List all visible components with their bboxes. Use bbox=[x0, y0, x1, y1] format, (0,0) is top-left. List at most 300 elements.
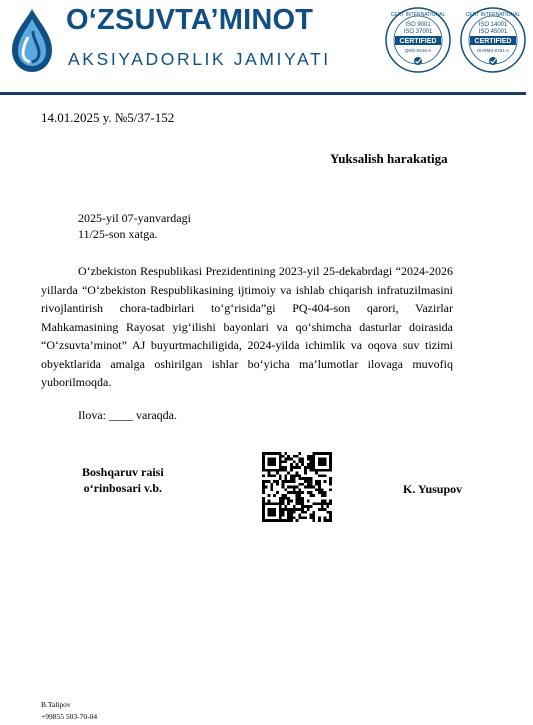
qr-module bbox=[270, 463, 273, 466]
qr-module bbox=[270, 469, 273, 472]
qr-module bbox=[324, 463, 327, 466]
qr-module bbox=[287, 500, 290, 503]
qr-module bbox=[276, 502, 279, 505]
qr-module bbox=[298, 516, 301, 519]
qr-module bbox=[282, 511, 285, 514]
qr-module bbox=[279, 460, 282, 463]
qr-module bbox=[284, 519, 287, 522]
qr-module bbox=[284, 466, 287, 469]
reference-date: 2025-yil 07-yanvardagi bbox=[78, 211, 191, 225]
qr-module bbox=[329, 480, 332, 483]
qr-module bbox=[287, 472, 290, 475]
qr-module bbox=[265, 480, 268, 483]
qr-module bbox=[318, 519, 321, 522]
qr-module bbox=[296, 472, 299, 475]
qr-module bbox=[276, 472, 279, 475]
qr-module bbox=[293, 491, 296, 494]
qr-module bbox=[321, 460, 324, 463]
qr-module bbox=[293, 466, 296, 469]
qr-module bbox=[290, 516, 293, 519]
qr-module bbox=[282, 508, 285, 511]
qr-module bbox=[312, 469, 315, 472]
qr-module bbox=[312, 486, 315, 489]
qr-module bbox=[307, 491, 310, 494]
qr-module bbox=[282, 500, 285, 503]
qr-module bbox=[298, 491, 301, 494]
badge-standard-2: ISO 37001 bbox=[403, 29, 433, 35]
qr-module bbox=[321, 458, 324, 461]
qr-module bbox=[276, 483, 279, 486]
qr-module bbox=[273, 494, 276, 497]
iso-certificate-badge-icon bbox=[384, 6, 452, 74]
qr-module bbox=[318, 452, 321, 455]
qr-module bbox=[268, 458, 271, 461]
qr-module bbox=[321, 488, 324, 491]
qr-module bbox=[276, 452, 279, 455]
qr-module bbox=[293, 455, 296, 458]
badge-standard-2: ISO 45001 bbox=[478, 29, 508, 35]
qr-module bbox=[282, 466, 285, 469]
qr-module bbox=[268, 511, 271, 514]
qr-module bbox=[290, 511, 293, 514]
qr-module bbox=[268, 452, 271, 455]
qr-module bbox=[318, 458, 321, 461]
qr-module bbox=[315, 452, 318, 455]
qr-module bbox=[298, 452, 301, 455]
org-subtitle: AKSIYADORLIK JAMIYATI bbox=[68, 49, 331, 69]
qr-module bbox=[324, 491, 327, 494]
qr-module bbox=[310, 460, 313, 463]
signatory-name: K. Yusupov bbox=[403, 482, 463, 496]
qr-module bbox=[310, 494, 313, 497]
qr-module bbox=[273, 502, 276, 505]
qr-module bbox=[279, 469, 282, 472]
signatory-title-line2: o‘rinbosari v.b. bbox=[83, 481, 163, 495]
qr-module bbox=[282, 455, 285, 458]
qr-module bbox=[301, 516, 304, 519]
qr-module bbox=[301, 508, 304, 511]
qr-module bbox=[270, 519, 273, 522]
qr-module bbox=[321, 474, 324, 477]
qr-module bbox=[290, 500, 293, 503]
header-divider bbox=[0, 92, 526, 95]
qr-module bbox=[310, 477, 313, 480]
qr-module bbox=[265, 452, 268, 455]
qr-module bbox=[304, 486, 307, 489]
qr-module bbox=[268, 480, 271, 483]
qr-module bbox=[312, 463, 315, 466]
qr-module bbox=[321, 452, 324, 455]
executor-name: B.Talipov bbox=[41, 700, 71, 709]
qr-module bbox=[307, 480, 310, 483]
qr-module bbox=[315, 483, 318, 486]
qr-module bbox=[276, 469, 279, 472]
qr-module bbox=[296, 500, 299, 503]
qr-module bbox=[329, 458, 332, 461]
badge-top-text: CERT INTERNATIONAL bbox=[390, 12, 446, 18]
qr-module bbox=[301, 463, 304, 466]
qr-module bbox=[310, 516, 313, 519]
qr-module bbox=[307, 505, 310, 508]
qr-module bbox=[265, 469, 268, 472]
qr-module bbox=[312, 466, 315, 469]
qr-module bbox=[315, 502, 318, 505]
qr-module bbox=[310, 463, 313, 466]
qr-module bbox=[268, 469, 271, 472]
qr-module bbox=[287, 508, 290, 511]
qr-module bbox=[298, 497, 301, 500]
qr-module bbox=[273, 519, 276, 522]
qr-module bbox=[279, 516, 282, 519]
qr-module bbox=[296, 494, 299, 497]
qr-module bbox=[284, 480, 287, 483]
qr-module bbox=[310, 514, 313, 517]
qr-module bbox=[329, 477, 332, 480]
qr-module bbox=[307, 483, 310, 486]
qr-module bbox=[287, 514, 290, 517]
qr-module bbox=[282, 460, 285, 463]
qr-module bbox=[293, 474, 296, 477]
qr-module bbox=[270, 452, 273, 455]
qr-module bbox=[284, 458, 287, 461]
qr-module bbox=[324, 469, 327, 472]
qr-module bbox=[298, 483, 301, 486]
qr-module bbox=[329, 463, 332, 466]
qr-module bbox=[326, 511, 329, 514]
qr-module bbox=[324, 458, 327, 461]
qr-module bbox=[287, 502, 290, 505]
qr-module bbox=[307, 486, 310, 489]
qr-module bbox=[301, 477, 304, 480]
qr-module bbox=[298, 500, 301, 503]
badge-label: CERTIFIED bbox=[474, 38, 512, 45]
qr-module bbox=[296, 486, 299, 489]
qr-module bbox=[293, 508, 296, 511]
qr-module bbox=[293, 480, 296, 483]
qr-module bbox=[329, 483, 332, 486]
badge-label: CERTIFIED bbox=[399, 38, 437, 45]
water-drop-logo-icon bbox=[6, 7, 58, 75]
qr-module bbox=[312, 460, 315, 463]
qr-module bbox=[298, 477, 301, 480]
qr-module bbox=[279, 452, 282, 455]
qr-module bbox=[273, 474, 276, 477]
qr-module bbox=[326, 505, 329, 508]
qr-module bbox=[290, 477, 293, 480]
qr-module bbox=[284, 497, 287, 500]
qr-module bbox=[301, 460, 304, 463]
qr-module bbox=[318, 483, 321, 486]
qr-module bbox=[270, 483, 273, 486]
qr-module bbox=[312, 502, 315, 505]
qr-module bbox=[276, 480, 279, 483]
qr-module bbox=[287, 516, 290, 519]
qr-module bbox=[315, 472, 318, 475]
qr-module bbox=[270, 508, 273, 511]
qr-module bbox=[307, 466, 310, 469]
letter-body: O‘zbekiston Respublikasi Prezidentining 2023-yil 25-dekabrdagi “2024-2026 yillarda “O‘zbekiston Respublikasining ijtimoiy va ishlab chiqarish infratuzilmasini rivojlantirish chora-tadbirlari to‘g‘risida”gi PQ-404-son qarori, Vazirlar Mahkamasining Rayosat yig‘ilishi bayonlari va qo‘shimcha dasturlar doirasida “O‘zsuvta’minot” AJ buyurtmachiligida, 2024-yilda ichimlik va oqova suv tizimi obyektlarida amalga oshirilgan ishlar bo‘yicha ma’lumotlar ilovaga muvofiq yuborilmoqda. bbox=[41, 264, 453, 389]
qr-module bbox=[262, 488, 265, 491]
qr-module bbox=[284, 474, 287, 477]
qr-module bbox=[298, 494, 301, 497]
qr-module bbox=[304, 511, 307, 514]
qr-module bbox=[284, 469, 287, 472]
qr-module bbox=[270, 460, 273, 463]
qr-module bbox=[290, 514, 293, 517]
qr-module bbox=[282, 480, 285, 483]
qr-module bbox=[296, 463, 299, 466]
qr-module bbox=[296, 502, 299, 505]
qr-module bbox=[287, 480, 290, 483]
qr-module bbox=[262, 483, 265, 486]
qr-module bbox=[296, 474, 299, 477]
qr-module bbox=[301, 483, 304, 486]
qr-module bbox=[312, 452, 315, 455]
qr-module bbox=[276, 519, 279, 522]
qr-module bbox=[298, 466, 301, 469]
iso-certificate-badge-icon bbox=[459, 6, 527, 74]
qr-module bbox=[324, 452, 327, 455]
qr-module bbox=[287, 486, 290, 489]
qr-module bbox=[262, 516, 265, 519]
qr-module bbox=[282, 494, 285, 497]
qr-code-icon bbox=[262, 452, 332, 522]
qr-module bbox=[262, 452, 265, 455]
qr-module bbox=[321, 500, 324, 503]
qr-module bbox=[290, 480, 293, 483]
qr-module bbox=[287, 491, 290, 494]
qr-module bbox=[282, 519, 285, 522]
qr-module bbox=[318, 508, 321, 511]
qr-module bbox=[310, 505, 313, 508]
qr-module bbox=[312, 494, 315, 497]
qr-module bbox=[282, 486, 285, 489]
qr-module bbox=[298, 488, 301, 491]
qr-module bbox=[318, 463, 321, 466]
qr-module bbox=[279, 458, 282, 461]
signatory-title-line1: Boshqaruv raisi bbox=[82, 465, 164, 479]
qr-module bbox=[270, 488, 273, 491]
qr-module bbox=[298, 514, 301, 517]
qr-module bbox=[273, 460, 276, 463]
qr-module bbox=[318, 502, 321, 505]
qr-module bbox=[318, 474, 321, 477]
qr-module bbox=[307, 458, 310, 461]
qr-module bbox=[329, 519, 332, 522]
qr-module bbox=[310, 455, 313, 458]
qr-module bbox=[290, 486, 293, 489]
qr-module bbox=[262, 458, 265, 461]
qr-module bbox=[284, 494, 287, 497]
qr-module bbox=[315, 480, 318, 483]
qr-module bbox=[268, 508, 271, 511]
qr-module bbox=[321, 463, 324, 466]
qr-module bbox=[262, 480, 265, 483]
qr-module bbox=[279, 463, 282, 466]
addressee: Yuksalish harakatiga bbox=[330, 151, 448, 166]
badge-top-text: CERT INTERNATIONAL bbox=[465, 12, 521, 18]
qr-module bbox=[279, 508, 282, 511]
org-name: O‘ZSUVTA’MINOT bbox=[66, 4, 314, 36]
qr-module bbox=[312, 519, 315, 522]
qr-module bbox=[268, 463, 271, 466]
qr-module bbox=[296, 491, 299, 494]
qr-module bbox=[262, 511, 265, 514]
badge-standard-1: ISO 14001 bbox=[478, 22, 508, 28]
qr-module bbox=[287, 511, 290, 514]
qr-module bbox=[284, 488, 287, 491]
qr-module bbox=[318, 516, 321, 519]
qr-module bbox=[329, 460, 332, 463]
qr-module bbox=[312, 516, 315, 519]
qr-module bbox=[279, 455, 282, 458]
qr-module bbox=[279, 505, 282, 508]
qr-module bbox=[301, 511, 304, 514]
qr-module bbox=[321, 494, 324, 497]
badge-code: OHSMS-0761-A bbox=[476, 48, 510, 53]
qr-module bbox=[268, 472, 271, 475]
qr-module bbox=[304, 480, 307, 483]
qr-module bbox=[307, 500, 310, 503]
qr-module bbox=[279, 519, 282, 522]
qr-module bbox=[329, 488, 332, 491]
qr-module bbox=[262, 466, 265, 469]
qr-module bbox=[318, 480, 321, 483]
qr-module bbox=[270, 514, 273, 517]
qr-module bbox=[284, 460, 287, 463]
qr-module bbox=[268, 514, 271, 517]
qr-module bbox=[321, 508, 324, 511]
qr-module bbox=[326, 469, 329, 472]
qr-module bbox=[324, 480, 327, 483]
qr-module bbox=[265, 519, 268, 522]
qr-module bbox=[298, 460, 301, 463]
qr-module bbox=[290, 474, 293, 477]
qr-module bbox=[293, 486, 296, 489]
qr-module bbox=[318, 486, 321, 489]
qr-module bbox=[284, 477, 287, 480]
qr-module bbox=[329, 466, 332, 469]
qr-module bbox=[273, 514, 276, 517]
qr-module bbox=[279, 502, 282, 505]
qr-module bbox=[284, 508, 287, 511]
qr-module bbox=[296, 508, 299, 511]
qr-module bbox=[324, 516, 327, 519]
qr-module bbox=[273, 511, 276, 514]
qr-module bbox=[329, 511, 332, 514]
qr-module bbox=[268, 519, 271, 522]
qr-module bbox=[279, 500, 282, 503]
qr-module bbox=[279, 511, 282, 514]
qr-module bbox=[301, 502, 304, 505]
qr-module bbox=[318, 491, 321, 494]
qr-module bbox=[321, 469, 324, 472]
qr-module bbox=[287, 455, 290, 458]
qr-module bbox=[287, 519, 290, 522]
qr-module bbox=[273, 469, 276, 472]
qr-module bbox=[329, 500, 332, 503]
qr-module bbox=[270, 511, 273, 514]
qr-module bbox=[268, 474, 271, 477]
qr-module bbox=[307, 477, 310, 480]
qr-module bbox=[329, 455, 332, 458]
qr-module bbox=[321, 502, 324, 505]
qr-module bbox=[329, 516, 332, 519]
qr-module bbox=[262, 486, 265, 489]
qr-module bbox=[293, 460, 296, 463]
qr-module bbox=[293, 505, 296, 508]
qr-module bbox=[301, 497, 304, 500]
qr-module bbox=[324, 508, 327, 511]
qr-module bbox=[296, 519, 299, 522]
qr-module bbox=[304, 477, 307, 480]
qr-module bbox=[315, 488, 318, 491]
qr-module bbox=[324, 460, 327, 463]
qr-module bbox=[284, 505, 287, 508]
qr-module bbox=[296, 466, 299, 469]
qr-module bbox=[318, 460, 321, 463]
qr-module bbox=[324, 474, 327, 477]
qr-module bbox=[290, 458, 293, 461]
qr-module bbox=[310, 469, 313, 472]
qr-module bbox=[307, 463, 310, 466]
qr-module bbox=[310, 480, 313, 483]
qr-module bbox=[329, 514, 332, 517]
qr-module bbox=[304, 516, 307, 519]
qr-module bbox=[270, 502, 273, 505]
qr-module bbox=[324, 494, 327, 497]
qr-module bbox=[282, 469, 285, 472]
signatory-title bbox=[82, 464, 164, 496]
qr-module bbox=[262, 502, 265, 505]
qr-module bbox=[279, 474, 282, 477]
qr-module bbox=[329, 452, 332, 455]
qr-module bbox=[268, 500, 271, 503]
qr-module bbox=[326, 452, 329, 455]
qr-module bbox=[301, 505, 304, 508]
qr-module bbox=[262, 505, 265, 508]
qr-module bbox=[321, 505, 324, 508]
qr-module bbox=[315, 469, 318, 472]
qr-module bbox=[290, 469, 293, 472]
qr-module bbox=[301, 491, 304, 494]
qr-module bbox=[262, 469, 265, 472]
reference-number: 11/25-son xatga. bbox=[78, 227, 158, 241]
qr-module bbox=[262, 508, 265, 511]
qr-module bbox=[324, 500, 327, 503]
qr-module bbox=[270, 458, 273, 461]
executor-info bbox=[41, 699, 97, 723]
qr-module bbox=[262, 474, 265, 477]
qr-module bbox=[312, 455, 315, 458]
qr-module bbox=[312, 514, 315, 517]
qr-module bbox=[276, 491, 279, 494]
qr-module bbox=[273, 463, 276, 466]
qr-module bbox=[279, 477, 282, 480]
qr-module bbox=[298, 508, 301, 511]
qr-module bbox=[262, 491, 265, 494]
qr-module bbox=[329, 469, 332, 472]
qr-module bbox=[290, 491, 293, 494]
badge-standard-1: ISO 9001 bbox=[405, 22, 431, 28]
qr-module bbox=[293, 516, 296, 519]
qr-module bbox=[279, 514, 282, 517]
qr-module bbox=[318, 469, 321, 472]
qr-module bbox=[293, 488, 296, 491]
qr-module bbox=[265, 486, 268, 489]
qr-module bbox=[304, 469, 307, 472]
qr-module bbox=[279, 497, 282, 500]
